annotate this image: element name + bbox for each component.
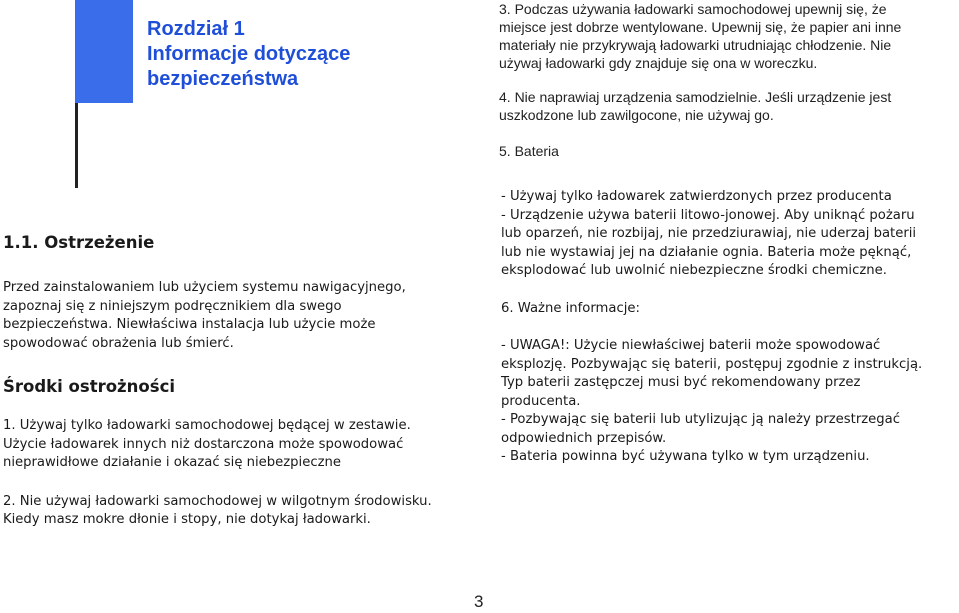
section-heading: 1.1. Ostrzeżenie (3, 233, 155, 252)
right-column-bottom (501, 188, 951, 467)
text-line: odpowiednich przepisów. (501, 430, 667, 446)
precaution-item-4 (499, 88, 949, 124)
text-line: lub nie wystawiaj jej na działanie ognia. Bateria może pęknąć, (501, 244, 912, 260)
text-line: producenta. (501, 393, 581, 409)
text-line: - UWAGA!: Użycie niewłaściwej baterii może spowodować (501, 338, 881, 353)
text-line: zapoznaj się z niniejszym podręcznikiem dla swego (3, 298, 342, 314)
text-line: - Używaj tylko ładowarek zatwierdzonych przez producenta (501, 189, 892, 204)
page-number: 3 (474, 592, 484, 611)
important-info-title: 6. Ważne informacje: (501, 300, 640, 316)
precautions-heading: Środki ostrożności (3, 377, 176, 396)
precaution-item-1 (3, 417, 473, 473)
warning-intro (3, 279, 473, 353)
text-line: spowodować obrażenia lub śmierć. (3, 335, 234, 351)
text-line: Przed zainstalowaniem lub użyciem systemu nawigacyjnego, (3, 280, 406, 295)
text-line: miejsce jest dobrze wentylowane. Upewnij się, że papier ani inne (499, 19, 902, 35)
text-line: 2. Nie używaj ładowarki samochodowej w wilgotnym środowisku. (3, 493, 432, 509)
chapter-accent-block (75, 0, 133, 103)
battery-notes (501, 188, 951, 281)
text-line: - Urządzenie używa baterii litowo-jonowej. Aby uniknąć pożaru (501, 207, 915, 223)
text-line: 4. Nie naprawiaj urządzenia samodzielnie. Jeśli urządzenie jest (499, 89, 892, 105)
text-line: eksplozję. Pozbywając się baterii, postępuj zgodnie z instrukcją. (501, 356, 923, 372)
text-line: Użycie ładowarek innych niż dostarczona może spowodować (3, 436, 404, 452)
left-column (3, 232, 473, 530)
right-column-top (499, 0, 949, 160)
text-line: lub oparzeń, nie rozbijaj, nie przedziurawiaj, nie uderzaj baterii (501, 226, 917, 241)
chapter-accent-rule (75, 103, 78, 188)
chapter-title-line: bezpieczeństwa (147, 68, 299, 90)
text-line: używaj ładowarki gdy znajduje się ona w woreczku. (499, 55, 818, 71)
text-line: uszkodzone lub zawilgocone, nie używaj go. (499, 107, 774, 123)
text-line: Kiedy masz mokre dłonie i stopy, nie dotykaj ładowarki. (3, 512, 371, 527)
text-line: 3. Podczas używania ładowarki samochodowej upewnij się, że (499, 1, 887, 17)
text-line: 1. Używaj tylko ładowarki samochodowej będącej w zestawie. (3, 418, 411, 433)
text-line: - Bateria powinna być używana tylko w tym urządzeniu. (501, 449, 870, 464)
important-info-notes (501, 337, 951, 467)
chapter-title-line: Informacje dotyczące (147, 43, 351, 65)
battery-section-title: 5. Bateria (499, 143, 559, 159)
text-line: materiały nie przykrywają ładowarki utrudniając chłodzenie. Nie (499, 37, 892, 53)
text-line: Typ baterii zastępczej musi być rekomendowany przez (501, 375, 861, 390)
chapter-title-line: Rozdział 1 (147, 18, 245, 40)
text-line: bezpieczeństwa. Niewłaściwa instalacja lub użycie może (3, 317, 376, 332)
chapter-title (147, 17, 447, 92)
precaution-item-2 (3, 493, 473, 530)
text-line: - Pozbywając się baterii lub utylizując ją należy przestrzegać (501, 412, 900, 427)
text-line: nieprawidłowe działanie i okazać się niebezpieczne (3, 455, 341, 470)
precaution-item-3 (499, 0, 949, 72)
text-line: eksplodować lub uwolnić niebezpieczne środki chemiczne. (501, 263, 887, 278)
